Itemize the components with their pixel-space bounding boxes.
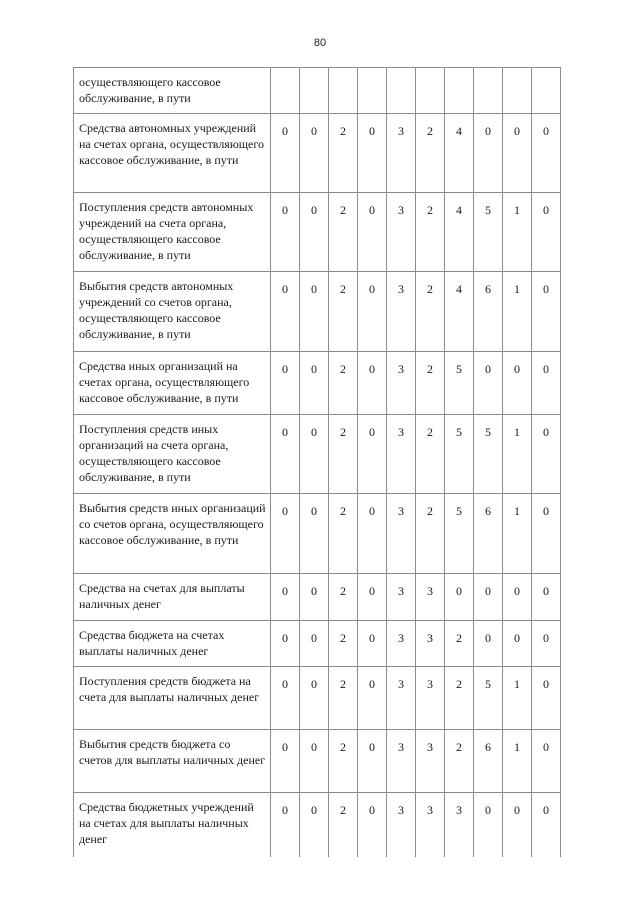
code-digit-cell: 0 [271,114,300,193]
table-row [74,730,561,793]
code-digit-cell: 0 [503,114,532,193]
code-digit-cell: 3 [416,621,445,667]
code-digit-cell: 2 [329,574,358,621]
code-digit-cell: 2 [445,667,474,730]
code-digit-cell: 0 [532,667,561,730]
code-digit-cell: 0 [474,114,503,193]
code-digit-cell: 2 [329,730,358,793]
code-digit-cell: 2 [329,114,358,193]
code-digit-cell: 4 [445,272,474,352]
table-row [74,193,561,272]
code-digit-cell: 0 [300,621,329,667]
code-digit-cell: 3 [387,574,416,621]
code-digit-cell: 3 [387,415,416,494]
code-digit-cell: 2 [416,494,445,574]
code-digit-cell [532,68,561,114]
code-digit-cell [329,68,358,114]
code-digit-cell: 0 [358,793,387,857]
code-digit-cell: 0 [271,574,300,621]
code-digit-cell: 3 [387,352,416,415]
table-row [74,272,561,352]
code-digit-cell: 0 [300,574,329,621]
code-digit-cell: 2 [416,415,445,494]
account-name-cell: Средства на счетах для выплаты наличных денег [74,574,271,621]
code-digit-cell: 2 [329,193,358,272]
code-digit-cell: 6 [474,730,503,793]
code-digit-cell [474,68,503,114]
code-digit-cell: 0 [474,793,503,857]
code-digit-cell: 0 [271,667,300,730]
code-digit-cell: 0 [445,574,474,621]
code-digit-cell: 0 [358,667,387,730]
code-digit-cell: 0 [532,730,561,793]
code-digit-cell: 2 [329,494,358,574]
account-name-cell: Поступления средств иных организаций на счета органа, осуществляющего кассовое обслуживание, в пути [74,415,271,494]
table-row [74,415,561,494]
code-digit-cell: 0 [271,793,300,857]
code-digit-cell: 0 [532,114,561,193]
code-digit-cell: 0 [358,730,387,793]
code-digit-cell: 3 [387,114,416,193]
code-digit-cell: 3 [416,667,445,730]
code-digit-cell: 0 [503,621,532,667]
code-digit-cell [387,68,416,114]
code-digit-cell: 2 [329,621,358,667]
code-digit-cell: 5 [474,415,503,494]
code-digit-cell: 6 [474,494,503,574]
code-digit-cell: 0 [271,494,300,574]
table-row [74,352,561,415]
code-digit-cell: 0 [358,415,387,494]
code-digit-cell: 3 [387,193,416,272]
table-row [74,494,561,574]
code-digit-cell: 0 [300,667,329,730]
code-digit-cell: 2 [329,415,358,494]
code-digit-cell: 0 [300,494,329,574]
code-digit-cell: 0 [271,272,300,352]
code-digit-cell: 3 [416,574,445,621]
account-name-cell: Выбытия средств автономных учреждений со счетов органа, осуществляющего кассовое обслуживание, в пути [74,272,271,352]
code-digit-cell: 0 [358,494,387,574]
page-number: 80 [313,37,327,49]
code-digit-cell: 1 [503,272,532,352]
code-digit-cell: 2 [416,352,445,415]
code-digit-cell: 0 [271,352,300,415]
code-digit-cell: 1 [503,730,532,793]
code-digit-cell [416,68,445,114]
code-digit-cell: 2 [329,793,358,857]
code-digit-cell: 0 [300,114,329,193]
code-digit-cell: 3 [416,730,445,793]
code-digit-cell: 5 [445,494,474,574]
code-digit-cell [300,68,329,114]
code-digit-cell: 0 [532,415,561,494]
code-digit-cell: 4 [445,114,474,193]
code-digit-cell: 0 [532,494,561,574]
code-digit-cell: 2 [329,272,358,352]
code-digit-cell: 0 [271,193,300,272]
code-digit-cell: 5 [445,352,474,415]
code-digit-cell: 3 [387,667,416,730]
code-digit-cell: 0 [474,574,503,621]
code-digit-cell: 2 [445,730,474,793]
account-name-cell: Поступления средств автономных учреждений на счета органа, осуществляющего кассовое обслуживание, в пути [74,193,271,272]
code-digit-cell: 0 [532,793,561,857]
code-digit-cell: 2 [416,114,445,193]
code-digit-cell: 1 [503,494,532,574]
code-digit-cell [445,68,474,114]
code-digit-cell: 0 [503,574,532,621]
code-digit-cell: 5 [474,193,503,272]
code-digit-cell: 5 [474,667,503,730]
account-name-cell: Средства иных организаций на счетах органа, осуществляющего кассовое обслуживание, в пути [74,352,271,415]
code-digit-cell: 3 [387,621,416,667]
account-codes-table [73,67,561,857]
code-digit-cell: 0 [271,621,300,667]
account-name-cell: осуществляющего кассовое обслуживание, в пути [74,68,271,114]
code-digit-cell: 0 [532,574,561,621]
account-name-cell: Выбытия средств бюджета со счетов для выплаты наличных денег [74,730,271,793]
code-digit-cell: 2 [445,621,474,667]
account-name-cell: Средства автономных учреждений на счетах органа, осуществляющего кассовое обслуживание, в пути [74,114,271,193]
code-digit-cell: 2 [416,193,445,272]
code-digit-cell: 3 [387,494,416,574]
code-digit-cell: 0 [358,272,387,352]
code-digit-cell: 0 [300,415,329,494]
code-digit-cell: 6 [474,272,503,352]
code-digit-cell [358,68,387,114]
code-digit-cell: 0 [358,621,387,667]
code-digit-cell: 0 [474,621,503,667]
code-digit-cell: 0 [300,193,329,272]
table-row [74,793,561,857]
code-digit-cell: 0 [503,352,532,415]
table-row [74,574,561,621]
table-row [74,114,561,193]
code-digit-cell: 0 [300,730,329,793]
code-digit-cell: 0 [532,193,561,272]
table-body [74,68,561,857]
code-digit-cell [503,68,532,114]
code-digit-cell: 0 [300,272,329,352]
code-digit-cell: 0 [358,193,387,272]
table-row [74,667,561,730]
account-name-cell: Выбытия средств иных организаций со счетов органа, осуществляющего кассовое обслуживание, в пути [74,494,271,574]
account-name-cell: Средства бюджета на счетах выплаты наличных денег [74,621,271,667]
code-digit-cell: 0 [358,114,387,193]
code-digit-cell: 5 [445,415,474,494]
code-digit-cell: 0 [271,730,300,793]
code-digit-cell: 0 [300,793,329,857]
code-digit-cell: 3 [387,730,416,793]
code-digit-cell: 0 [503,793,532,857]
code-digit-cell: 1 [503,415,532,494]
table-row [74,68,561,114]
code-digit-cell: 3 [445,793,474,857]
code-digit-cell: 2 [329,667,358,730]
table-row [74,621,561,667]
code-digit-cell: 0 [300,352,329,415]
account-name-cell: Поступления средств бюджета на счета для выплаты наличных денег [74,667,271,730]
code-digit-cell: 2 [329,352,358,415]
code-digit-cell: 3 [387,793,416,857]
code-digit-cell: 2 [416,272,445,352]
code-digit-cell: 0 [532,621,561,667]
code-digit-cell: 0 [271,415,300,494]
code-digit-cell: 0 [474,352,503,415]
code-digit-cell [271,68,300,114]
code-digit-cell: 1 [503,667,532,730]
code-digit-cell: 1 [503,193,532,272]
code-digit-cell: 4 [445,193,474,272]
code-digit-cell: 0 [358,352,387,415]
code-digit-cell: 3 [387,272,416,352]
code-digit-cell: 0 [358,574,387,621]
code-digit-cell: 3 [416,793,445,857]
code-digit-cell: 0 [532,272,561,352]
code-digit-cell: 0 [532,352,561,415]
account-name-cell: Средства бюджетных учреждений на счетах для выплаты наличных денег [74,793,271,857]
